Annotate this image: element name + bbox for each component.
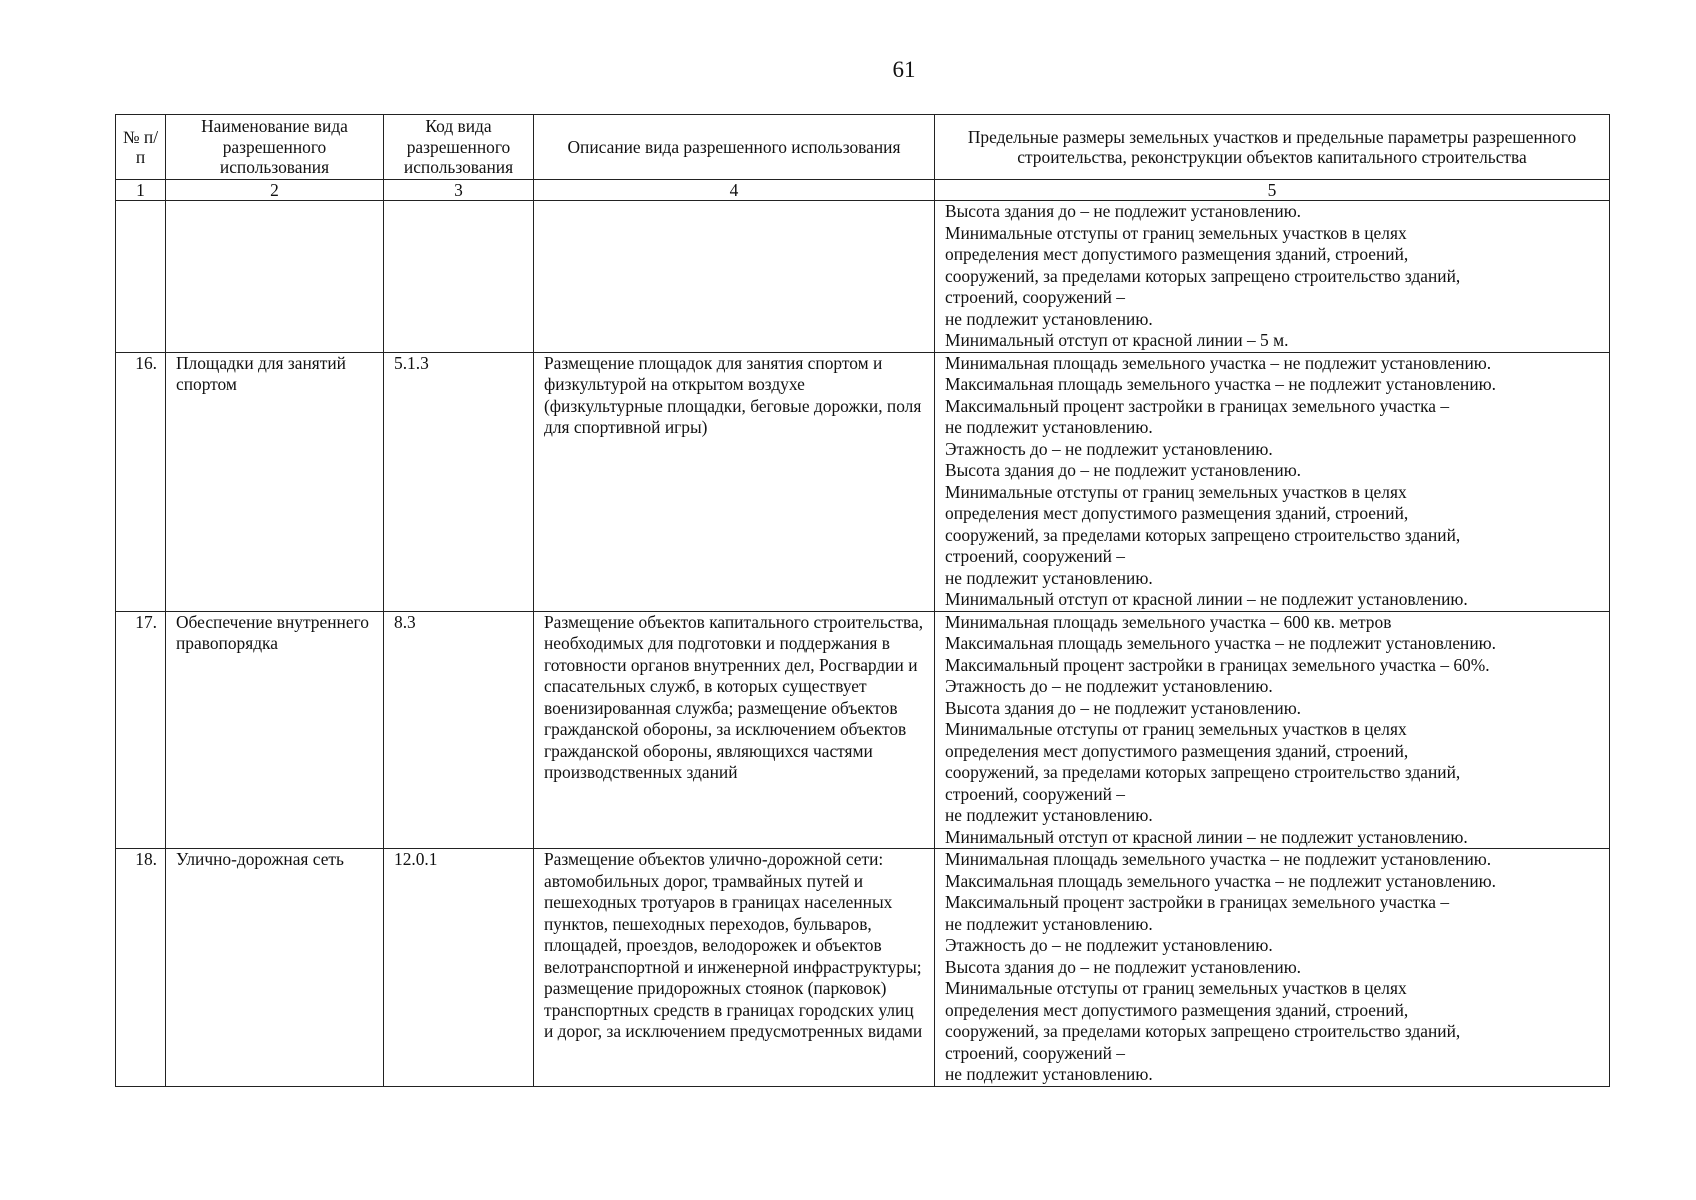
param-line: определения мест допустимого размещения зданий, строений, (945, 503, 1409, 523)
use-code: 12.0.1 (384, 849, 534, 1087)
param-line: Максимальная площадь земельного участка – не подлежит установлению. (945, 870, 1496, 891)
use-description: Размещение объектов улично-дорожной сети: автомобильных дорог, трамвайных путей и пешеходных тротуаров в границах населенных пунктов, пешеходных переходов, бульваров, площадей, проездов, велодорожек и объектов велотранспортной и инженерной инфраструктуры; размещение придорожных стоянок (парковок) транспортных средств в границах городских улиц и дорог, за исключением предусмотренных видами (534, 849, 935, 1087)
table-row (116, 352, 1610, 611)
param-line: Максимальный процент застройки в границах земельного участка – 60%. (945, 654, 1490, 675)
table-row (116, 201, 1610, 353)
param-line: не подлежит установлению. (945, 567, 1153, 588)
param-line: Минимальная площадь земельного участка – не подлежит установлению. (945, 849, 1492, 869)
param-line: определения мест допустимого размещения зданий, строений, (945, 244, 1409, 264)
param-line: сооружений, за пределами которых запрещено строительство зданий, (945, 1021, 1461, 1041)
param-line: Минимальная площадь земельного участка – не подлежит установлению. (945, 352, 1492, 373)
param-line: Максимальная площадь земельного участка – не подлежит установлению. (945, 374, 1496, 394)
param-line: строений, сооружений – (945, 783, 1125, 804)
param-line: Максимальный процент застройки в границах земельного участка – (945, 395, 1450, 416)
param-line: Минимальные отступы от границ земельных участков в целях (945, 719, 1407, 739)
use-params (935, 849, 1610, 1087)
use-params (935, 611, 1610, 849)
param-line: Минимальные отступы от границ земельных участков в целях (945, 481, 1407, 502)
use-code: 8.3 (384, 611, 534, 849)
param-line: Максимальный процент застройки в границах земельного участка – (945, 892, 1450, 912)
param-line: Этажность до – не подлежит установлению. (945, 935, 1273, 955)
param-line: не подлежит установлению. (945, 1064, 1153, 1084)
table-row (116, 611, 1610, 849)
param-line: сооружений, за пределами которых запрещено строительство зданий, (945, 524, 1461, 545)
column-number: 2 (166, 180, 384, 201)
header-name: Наименование вида разрешенного использования (166, 115, 384, 180)
param-line: определения мест допустимого размещения зданий, строений, (945, 740, 1409, 761)
param-line: Минимальный отступ от красной линии – не подлежит установлению. (945, 589, 1468, 609)
column-number: 1 (116, 180, 166, 201)
use-name: Улично-дорожная сеть (166, 849, 384, 1087)
use-name (166, 201, 384, 353)
param-line: сооружений, за пределами которых запрещено строительство зданий, (945, 265, 1461, 286)
use-code (384, 201, 534, 353)
param-line: Минимальные отступы от границ земельных участков в целях (945, 978, 1407, 998)
param-line: не подлежит установлению. (945, 308, 1153, 329)
header-description: Описание вида разрешенного использования (534, 115, 935, 180)
param-line: Этажность до – не подлежит установлению. (945, 438, 1273, 459)
param-line: не подлежит установлению. (945, 417, 1153, 437)
param-line: не подлежит установлению. (945, 913, 1153, 934)
row-number: 16. (116, 352, 166, 611)
param-line: Минимальная площадь земельного участка – 600 кв. метров (945, 611, 1392, 632)
land-use-table (115, 114, 1610, 1087)
param-line: Максимальная площадь земельного участка – не подлежит установлению. (945, 633, 1496, 653)
param-line: Минимальный отступ от красной линии – не подлежит установлению. (945, 826, 1468, 847)
column-number: 3 (384, 180, 534, 201)
use-params (935, 352, 1610, 611)
param-line: Высота здания до – не подлежит установлению. (945, 460, 1302, 480)
param-line: строений, сооружений – (945, 287, 1125, 307)
param-line: строений, сооружений – (945, 546, 1125, 566)
use-name: Площадки для занятий спортом (166, 352, 384, 611)
use-name: Обеспечение внутреннего правопорядка (166, 611, 384, 849)
use-description: Размещение объектов капитального строительства, необходимых для подготовки и поддержания в готовности органов внутренних дел, Росгвардии и спасательных служб, в которых существует военизированная служба; размещение объектов гражданской обороны, за исключением объектов гражданской обороны, являющихся частями производственных зданий (534, 611, 935, 849)
column-number: 4 (534, 180, 935, 201)
param-line: Минимальные отступы от границ земельных участков в целях (945, 222, 1407, 243)
table-row (116, 849, 1610, 1087)
param-line: Этажность до – не подлежит установлению. (945, 676, 1273, 696)
row-number (116, 201, 166, 353)
use-code: 5.1.3 (384, 352, 534, 611)
param-line: не подлежит установлению. (945, 805, 1153, 825)
use-description: Размещение площадок для занятия спортом и физкультурой на открытом воздухе (физкультурные площадки, беговые дорожки, поля для спортивной игры) (534, 352, 935, 611)
param-line: сооружений, за пределами которых запрещено строительство зданий, (945, 762, 1461, 782)
header-code: Код вида разрешенного использования (384, 115, 534, 180)
table-header-row (116, 115, 1610, 180)
param-line: определения мест допустимого размещения зданий, строений, (945, 999, 1409, 1020)
use-description (534, 201, 935, 353)
page-number: 61 (892, 57, 916, 82)
param-line: Высота здания до – не подлежит установлению. (945, 956, 1302, 977)
param-line: Высота здания до – не подлежит установлению. (945, 697, 1302, 718)
column-number: 5 (935, 180, 1610, 201)
row-number: 17. (116, 611, 166, 849)
header-number: № п/п (116, 115, 166, 180)
param-line: строений, сооружений – (945, 1042, 1125, 1063)
param-line: Минимальный отступ от красной линии – 5 м. (945, 330, 1289, 350)
param-line: Высота здания до – не подлежит установлению. (945, 201, 1302, 221)
header-params: Предельные размеры земельных участков и предельные параметры разрешенного строительства, реконструкции объектов капитального строительства (935, 115, 1610, 180)
use-params (935, 201, 1610, 353)
row-number: 18. (116, 849, 166, 1087)
column-numbers-row (116, 180, 1610, 201)
